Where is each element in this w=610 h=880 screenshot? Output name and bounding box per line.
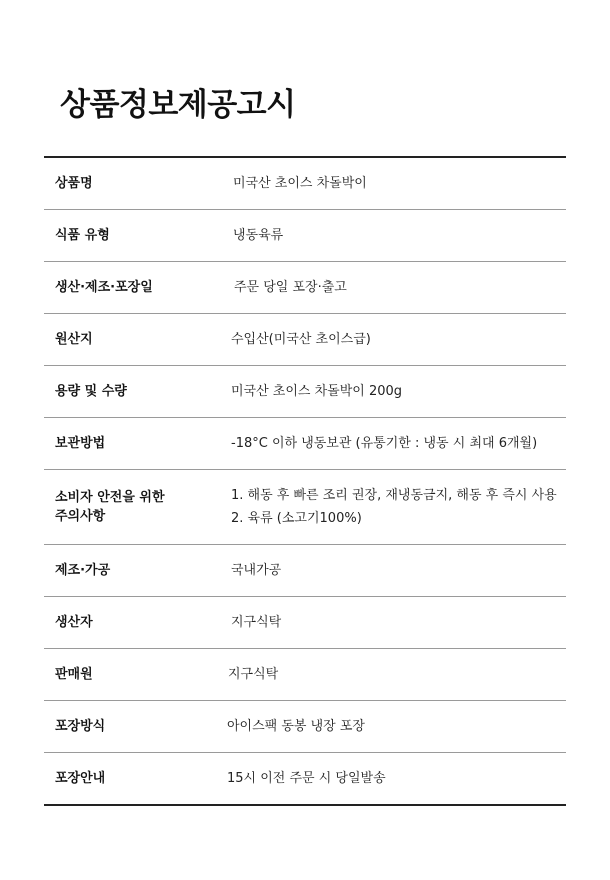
table-row-product-name — [44, 158, 566, 209]
table-row-producer — [44, 596, 566, 648]
row-value: -18°C 이하 냉동보관 (유통기한 : 냉동 시 최대 6개월) — [231, 436, 538, 451]
row-label: 보관방법 — [55, 436, 106, 451]
row-label: 소비자 안전을 위한 주의사항 — [55, 490, 165, 524]
table-row-seller — [44, 648, 566, 700]
table-row-shipping-info — [44, 752, 566, 804]
row-value: 수입산(미국산 초이스급) — [231, 332, 371, 347]
row-value: 1. 해동 후 빠른 조리 권장, 재냉동금지, 해동 후 즉시 사용 2. 육류 (소고기100%) — [231, 488, 557, 526]
row-label: 생산자 — [55, 615, 93, 630]
row-value: 지구식탁 — [231, 615, 282, 630]
row-value: 미국산 초이스 차돌박이 — [233, 176, 367, 191]
page-title: 상품정보제공고시 — [60, 87, 296, 123]
row-label: 포장방식 — [55, 719, 106, 734]
row-value: 지구식탁 — [228, 667, 279, 682]
product-info-table — [44, 156, 566, 806]
row-value: 국내가공 — [231, 563, 282, 578]
row-label: 생산·제조·포장일 — [55, 280, 153, 295]
row-value: 15시 이전 주문 시 당일발송 — [227, 771, 386, 786]
row-label: 판매원 — [55, 667, 93, 682]
row-value: 냉동육류 — [233, 228, 284, 243]
row-label: 상품명 — [55, 176, 93, 191]
row-label: 용량 및 수량 — [55, 384, 127, 399]
row-label: 제조·가공 — [55, 563, 111, 578]
table-row-packaging-method — [44, 700, 566, 752]
table-row-quantity — [44, 365, 566, 417]
table-row-processing — [44, 544, 566, 596]
table-row-production-date — [44, 261, 566, 313]
row-label: 식품 유형 — [55, 228, 110, 243]
row-value: 주문 당일 포장·출고 — [234, 280, 347, 295]
table-row-origin — [44, 313, 566, 365]
row-label: 포장안내 — [55, 771, 106, 786]
row-value: 미국산 초이스 차돌박이 200g — [231, 384, 403, 399]
table-row-food-type — [44, 209, 566, 261]
row-label: 원산지 — [55, 332, 93, 347]
table-row-safety-notes — [44, 469, 566, 544]
row-value: 아이스팩 동봉 냉장 포장 — [227, 719, 365, 734]
table-row-storage — [44, 417, 566, 469]
